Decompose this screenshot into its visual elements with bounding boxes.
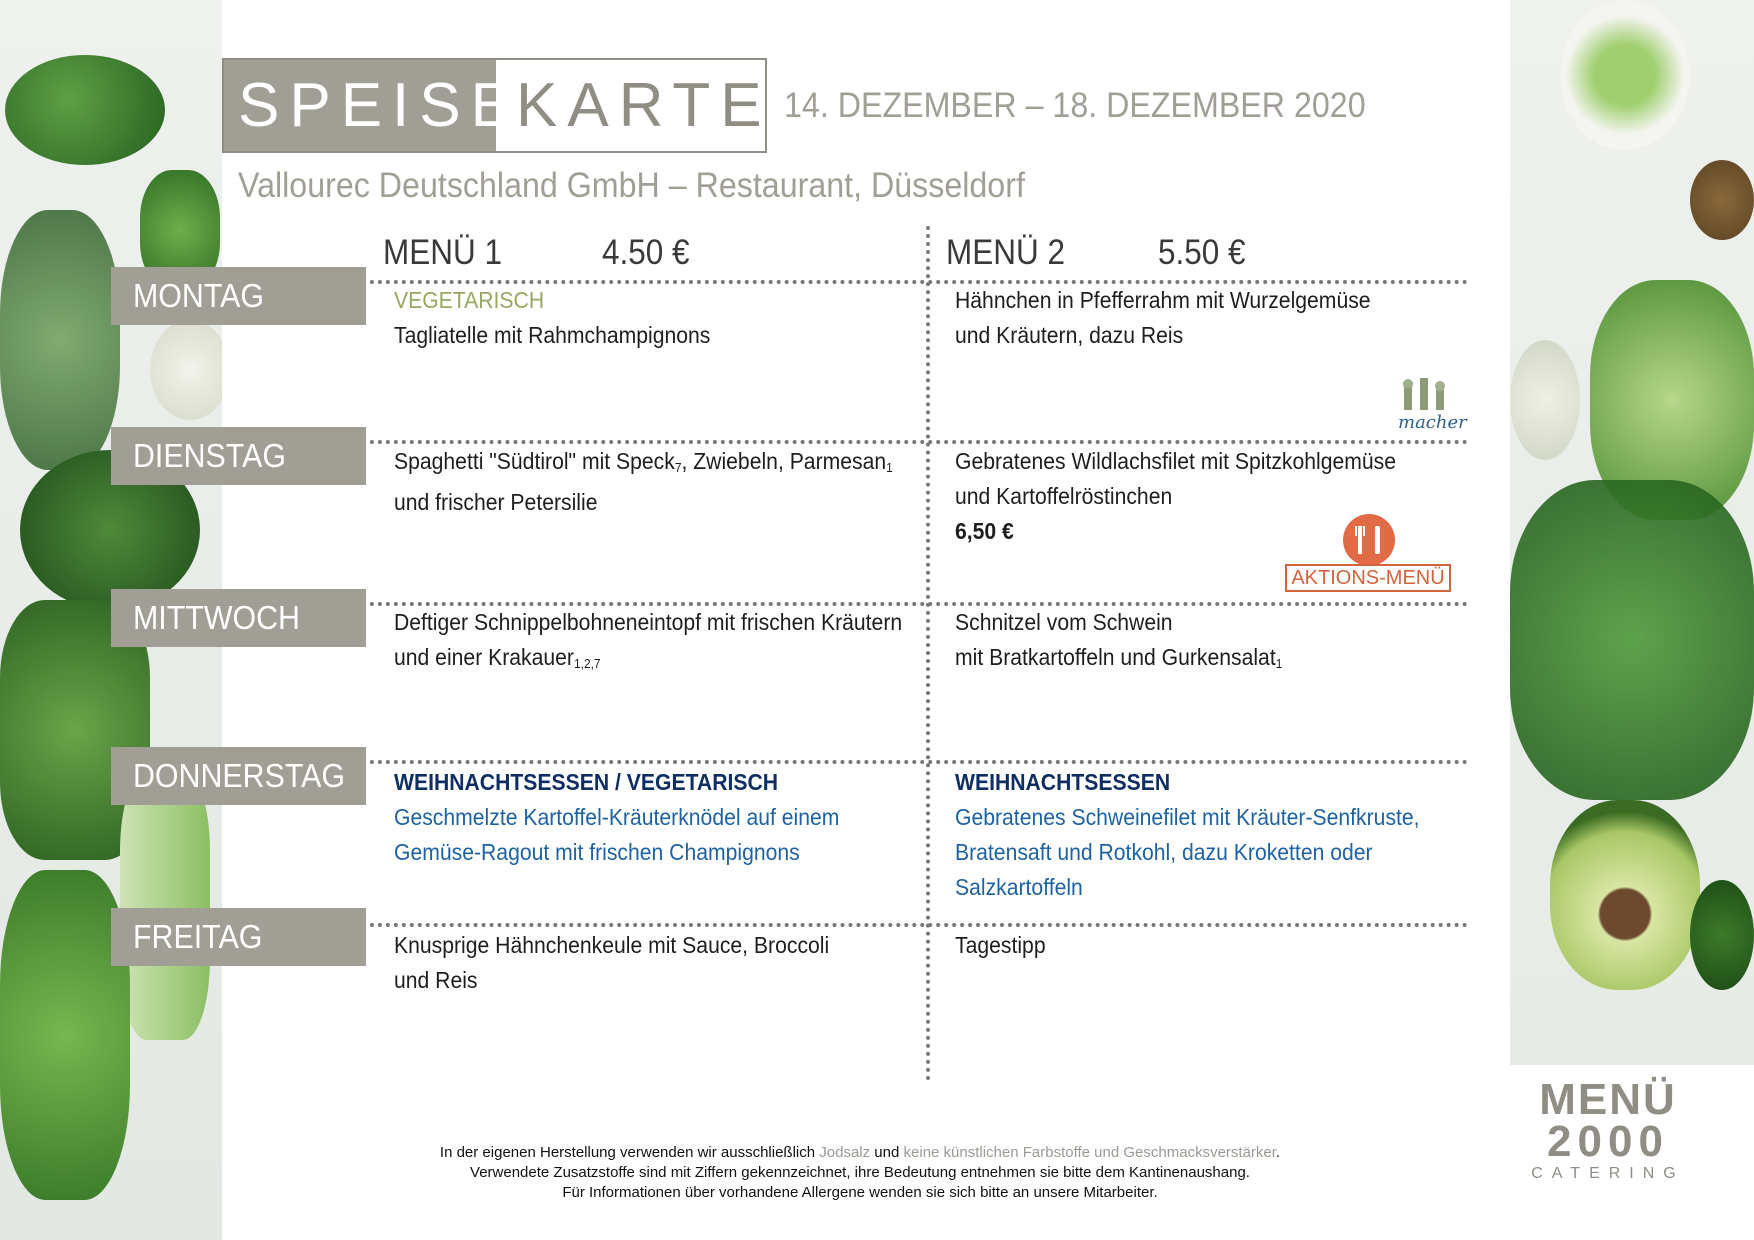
date-range: 14. DEZEMBER – 18. DEZEMBER 2020 xyxy=(784,86,1366,125)
dish-line: Bratensaft und Rotkohl, dazu Kroketten oder xyxy=(955,839,1373,865)
christmas-vegetarian-tag: WEIHNACHTSESSEN / VEGETARISCH xyxy=(394,769,779,795)
menu2-label: MENÜ 2 xyxy=(946,233,1066,272)
dish-line: und Kartoffelröstinchen xyxy=(955,483,1173,509)
footer-notice xyxy=(360,1143,1360,1203)
dish-line: und Reis xyxy=(394,967,478,993)
logo-menu-text: MENÜ xyxy=(1539,1075,1677,1124)
dish-line: und einer Krakauer$_{1,2,7}$ xyxy=(394,644,601,671)
footer-line-1: In der eigenen Herstellung verwenden wir ausschließlich Jodsalz und keine künstlichen Farbstoffe und Geschmacksverstärker. xyxy=(439,1144,1281,1161)
monday-menu1 xyxy=(394,283,710,353)
celery-image xyxy=(120,770,210,1040)
dish-line: Tagliatelle mit Rahmchampignons xyxy=(394,322,711,348)
menu2000-logo xyxy=(1518,1075,1698,1186)
row-divider-thursday xyxy=(338,760,1468,764)
green-pepper-image xyxy=(5,55,165,165)
day-tab-wednesday: MITTWOCH xyxy=(111,589,366,647)
beans-bowl-image xyxy=(150,320,222,420)
restaurant-subtitle: Vallourec Deutschland GmbH – Restaurant, Düsseldorf xyxy=(238,166,1025,205)
day-tab-monday: MONTAG xyxy=(111,267,366,325)
special-price: 6,50 € xyxy=(955,518,1014,544)
wednesday-menu2 xyxy=(955,605,1282,681)
aktions-menu-badge xyxy=(1285,514,1451,596)
aktions-menu-label: AKTIONS-MENÜ xyxy=(1285,564,1451,592)
dish-line: Hähnchen in Pfefferrahm mit Wurzelgemüse xyxy=(955,287,1371,313)
menu-title-box xyxy=(222,58,772,153)
beans-bowl-right-image xyxy=(1510,340,1580,460)
macher-logo-icon xyxy=(1390,378,1470,434)
dish-line: Deftiger Schnippelbohneneintopf mit frischen Kräutern xyxy=(394,609,903,635)
friday-menu2 xyxy=(955,928,1046,963)
peas-bowl-image xyxy=(1560,0,1690,150)
row-divider-friday xyxy=(338,923,1468,927)
dish-line: und Kräutern, dazu Reis xyxy=(955,322,1184,348)
dish-line: Spaghetti "Südtirol" mit Speck$_7$, Zwiebeln, Parmesan$_1$ xyxy=(394,448,893,475)
kiwi-image xyxy=(1690,160,1754,240)
dish-line: und frischer Petersilie xyxy=(394,489,598,515)
dish-line: Geschmelzte Kartoffel-Kräuterknödel auf einem xyxy=(394,804,840,830)
friday-menu1 xyxy=(394,928,829,998)
dish-line: Salzkartoffeln xyxy=(955,874,1083,900)
menu2-price: 5.50 € xyxy=(1158,233,1246,272)
right-vegetable-photo xyxy=(1510,0,1754,1065)
wednesday-menu1 xyxy=(394,605,902,681)
avocado-image xyxy=(1550,800,1700,990)
logo-2000-text: 2000 xyxy=(1547,1117,1669,1166)
macher-badge xyxy=(1390,378,1470,434)
thursday-menu2 xyxy=(955,765,1420,905)
tuesday-menu1 xyxy=(394,444,893,520)
vegetarian-tag: VEGETARISCH xyxy=(394,287,545,313)
cutlery-icon xyxy=(1343,514,1395,566)
day-tab-thursday: DONNERSTAG xyxy=(111,747,366,805)
logo-catering-text: CATERING xyxy=(1531,1165,1685,1182)
footer-line-2: Verwendete Zusatzstoffe sind mit Ziffern gekennzeichnet, ihre Bedeutung entnehmen sie bitte dem Kantinenaushang. xyxy=(470,1164,1250,1181)
dish-line: Knusprige Hähnchenkeule mit Sauce, Broccoli xyxy=(394,932,830,958)
menu1-label: MENÜ 1 xyxy=(383,233,503,272)
dish-line: Tagestipp xyxy=(955,932,1046,958)
dill-image xyxy=(0,210,120,470)
monday-menu2 xyxy=(955,283,1371,353)
day-tab-tuesday: DIENSTAG xyxy=(111,427,366,485)
chili-image xyxy=(1690,880,1754,990)
christmas-tag: WEIHNACHTSESSEN xyxy=(955,769,1171,795)
celery-leaves-image xyxy=(1510,480,1754,800)
dish-line: Gebratenes Wildlachsfilet mit Spitzkohlgemüse xyxy=(955,448,1397,474)
title-speise: SPEISE xyxy=(224,60,496,151)
thursday-menu1 xyxy=(394,765,839,870)
dish-line: Gebratenes Schweinefilet mit Kräuter-Senfkruste, xyxy=(955,804,1420,830)
title-karte: KARTE xyxy=(516,71,772,140)
day-tab-friday: FREITAG xyxy=(111,908,366,966)
dish-line: mit Bratkartoffeln und Gurkensalat$_1$ xyxy=(955,644,1283,671)
macher-text: macher xyxy=(1398,412,1467,433)
footer-line-3: Für Informationen über vorhandene Allergene wenden sie sich bitte an unsere Mitarbeiter. xyxy=(562,1184,1158,1201)
dish-line: Gemüse-Ragout mit frischen Champignons xyxy=(394,839,800,865)
column-divider xyxy=(926,226,930,1081)
menu1-price: 4.50 € xyxy=(602,233,690,272)
dish-line: Schnitzel vom Schwein xyxy=(955,609,1173,635)
